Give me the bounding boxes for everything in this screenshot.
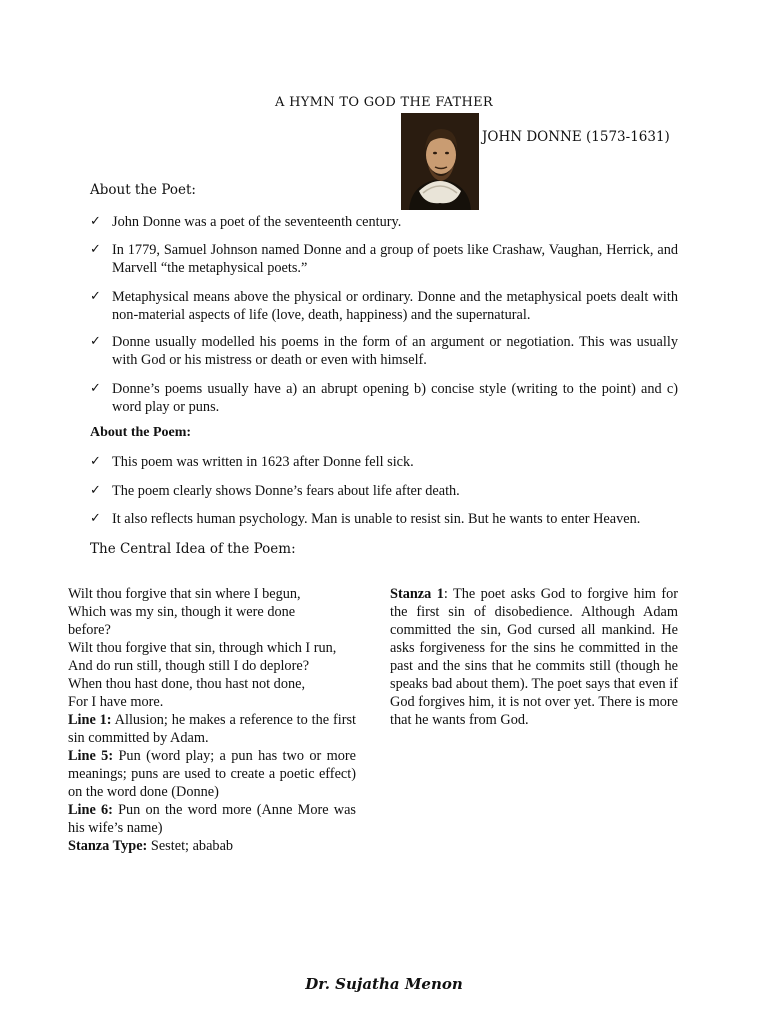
poem-line: And do run still, though still I do deplore?	[68, 658, 310, 674]
about-poem-heading: About the Poem:	[90, 425, 192, 440]
check-mark-icon: ✓	[90, 483, 101, 498]
poem-line: Wilt thou forgive that sin, through which I run,	[68, 640, 337, 656]
check-mark-icon: ✓	[90, 242, 101, 257]
central-idea-heading: The Central Idea of the Poem:	[90, 541, 296, 557]
check-mark-icon: ✓	[90, 214, 101, 229]
poem-line: Wilt thou forgive that sin where I begun,	[68, 586, 301, 602]
list-item: ✓ In 1779, Samuel Johnson named Donne and a group of poets like Crashaw, Vaughan, Herrick, and Marvell “the metaphysical poets.”	[90, 242, 678, 276]
check-mark-icon: ✓	[90, 334, 101, 349]
line-note	[68, 711, 356, 747]
list-item: ✓ This poem was written in 1623 after Donne fell sick.	[90, 454, 414, 470]
list-item: ✓ The poem clearly shows Donne’s fears about life after death.	[90, 483, 460, 499]
stanza-explanation	[390, 585, 678, 729]
note-label: Line 1:	[68, 712, 112, 728]
list-item: ✓ Donne usually modelled his poems in the form of an argument or negotiation. This was usually with God or his mistress or death or even with himself.	[90, 334, 678, 368]
poem-line: When thou hast done, thou hast not done,	[68, 676, 306, 692]
note-label: Line 6:	[68, 802, 113, 818]
poem-line: For I have more.	[68, 694, 164, 710]
list-item: ✓ It also reflects human psychology. Man is unable to resist sin. But he wants to enter Heaven.	[90, 511, 641, 527]
author-portrait	[401, 113, 479, 210]
note-text: Sestet; ababab	[147, 838, 234, 854]
list-item: ✓ John Donne was a poet of the seventeenth century.	[90, 214, 402, 230]
line-note	[68, 801, 356, 837]
note-label: Stanza Type:	[68, 838, 148, 854]
check-mark-icon: ✓	[90, 454, 101, 469]
poem-column	[68, 585, 356, 855]
author-signature: Dr. Sujatha Menon	[305, 975, 463, 993]
stanza-label: Stanza 1	[390, 586, 444, 602]
stanza-text: : The poet asks God to forgive him for the first sin of disobedience. Although Adam committed the sin, God cursed all mankind. He asks forgiveness for the sins he committed in the past and the sins that he commits still (though he speaks bad about them). The poet says that even if God forgives him, it is not over yet. There is more that he wants from God.	[390, 586, 679, 728]
list-item: ✓ Donne’s poems usually have a) an abrupt opening b) concise style (writing to the point) and c) word play or puns.	[90, 381, 678, 415]
note-text: Pun (word play; a pun has two or more meanings; puns are used to create a poetic effect) on the word done (Donne)	[68, 748, 356, 800]
note-text: Allusion; he makes a reference to the first sin committed by Adam.	[68, 712, 356, 746]
note-text: Pun on the word more (Anne More was his wife’s name)	[68, 802, 356, 836]
check-mark-icon: ✓	[90, 381, 101, 396]
list-item: ✓ Metaphysical means above the physical or ordinary. Donne and the metaphysical poets dealt with non-material aspects of life (love, death, happiness) and the supernatural.	[90, 289, 678, 323]
check-mark-icon: ✓	[90, 511, 101, 526]
check-mark-icon: ✓	[90, 289, 101, 304]
author-name: JOHN DONNE (1573-1631)	[482, 129, 670, 145]
document-title: A HYMN TO GOD THE FATHER	[275, 95, 493, 110]
note-label: Line 5:	[68, 748, 114, 764]
about-poet-heading: About the Poet:	[90, 182, 196, 198]
poem-line: Which was my sin, though it were done	[68, 604, 296, 620]
line-note	[68, 747, 356, 801]
stanza-type-note	[68, 837, 356, 855]
portrait-illustration	[401, 113, 479, 210]
poem-line: before?	[68, 622, 111, 638]
